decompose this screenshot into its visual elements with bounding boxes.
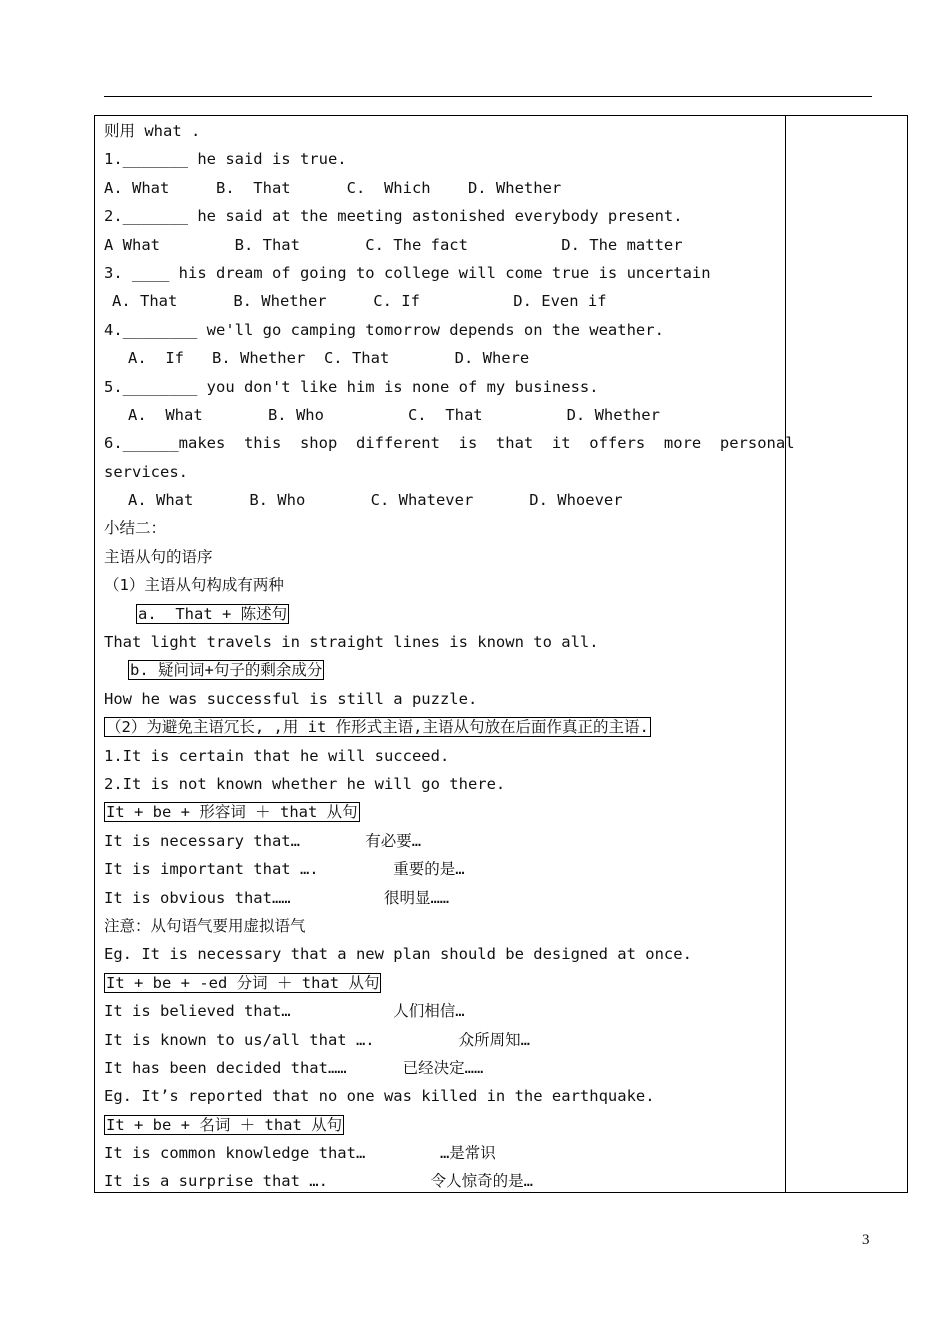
worksheet-content [104,117,795,1196]
line-text: 5.________ you don't like him is none of my business. [104,377,599,396]
line-text: It is believed that… 人们相信… [104,1002,465,1021]
boxed-rule-text: b. 疑问词+句子的剩余成分 [130,661,323,680]
line-text: That light travels in straight lines is known to all. [104,633,599,652]
line-text: 1._______ he said is true. [104,150,347,169]
text-line [104,316,784,344]
line-text: It has been decided that…… 已经决定…… [104,1058,484,1077]
line-text: A. What B. That C. Which D. Whether [104,178,562,197]
line-text: A. If B. Whether C. That D. Where [128,349,530,368]
text-line [104,742,784,770]
text-line [104,401,784,429]
line-text: It is necessary that… 有必要… [104,831,422,850]
text-line [104,1054,784,1082]
boxed-rule-text: a. That + 陈述句 [138,604,288,623]
text-line [104,997,784,1025]
line-text: 3. ____ his dream of going to college will come true is uncertain [104,263,711,282]
text-line [104,1026,784,1054]
text-line [104,202,784,230]
line-text: A What B. That C. The fact D. The matter [104,235,683,254]
text-line [104,174,784,202]
line-text: It is important that …. 重要的是… [104,860,465,879]
text-line [104,1167,784,1195]
line-text: It is a surprise that …. 令人惊奇的是… [104,1172,533,1191]
text-line [104,600,784,628]
boxed-rule-text: It + be + 名词 ＋ that 从句 [106,1115,343,1134]
line-text: 6.______makes this shop different is that it offers more personal [104,434,795,453]
text-line [104,912,784,940]
line-text: services. [104,462,188,481]
line-text: 注意：从句语气要用虚拟语气 [104,916,306,935]
text-line [104,231,784,259]
text-line [104,1139,784,1167]
text-line [104,798,784,826]
line-text: A. What B. Who C. Whatever D. Whoever [128,491,623,510]
text-line [104,855,784,883]
table-column-divider [785,115,786,1193]
line-text: 1.It is certain that he will succeed. [104,746,450,765]
text-line [104,1111,784,1139]
text-line [104,458,784,486]
text-line [104,969,784,997]
boxed-rule-text: （2）为避免主语冗长, ,用 it 作形式主语,主语从句放在后面作真正的主语. [106,718,649,737]
line-text: It is common knowledge that… …是常识 [104,1144,496,1163]
line-text: 主语从句的语序 [104,547,213,566]
line-text: （1）主语从句构成有两种 [104,576,284,595]
page-number: 3 [862,1232,870,1248]
line-text: 2._______ he said at the meeting astonished everybody present. [104,207,683,226]
text-line [104,571,784,599]
line-text: 则用 what . [104,122,201,140]
line-text: Eg. It’s reported that no one was killed in the earthquake. [104,1087,655,1106]
text-line [104,713,784,741]
line-text: A. That B. Whether C. If D. Even if [112,292,607,311]
boxed-rule-text: It + be + 形容词 ＋ that 从句 [106,803,358,822]
text-line [104,486,784,514]
line-text: 4.________ we'll go camping tomorrow depends on the weather. [104,320,664,339]
line-text: A. What B. Who C. That D. Whether [128,405,660,424]
text-line [104,373,784,401]
text-line [104,770,784,798]
text-line [104,628,784,656]
text-line [104,940,784,968]
text-line [104,543,784,571]
boxed-rule-text: It + be + -ed 分词 ＋ that 从句 [106,973,380,992]
line-text: It is obvious that…… 很明显…… [104,888,450,907]
text-line [104,514,784,542]
text-line [104,827,784,855]
text-line [104,429,795,457]
text-line [104,685,784,713]
text-line [104,117,784,145]
text-line [104,656,784,684]
text-line [104,287,784,315]
text-line [104,145,784,173]
line-text: 2.It is not known whether he will go there. [104,774,506,793]
line-text: It is known to us/all that …. 众所周知… [104,1030,530,1049]
text-line [104,344,784,372]
text-line [104,1082,784,1110]
line-text: Eg. It is necessary that a new plan should be designed at once. [104,945,692,964]
text-line [104,259,784,287]
line-text: How he was successful is still a puzzle. [104,689,478,708]
text-line [104,884,784,912]
header-rule [104,96,872,97]
line-text: 小结二： [104,519,167,538]
